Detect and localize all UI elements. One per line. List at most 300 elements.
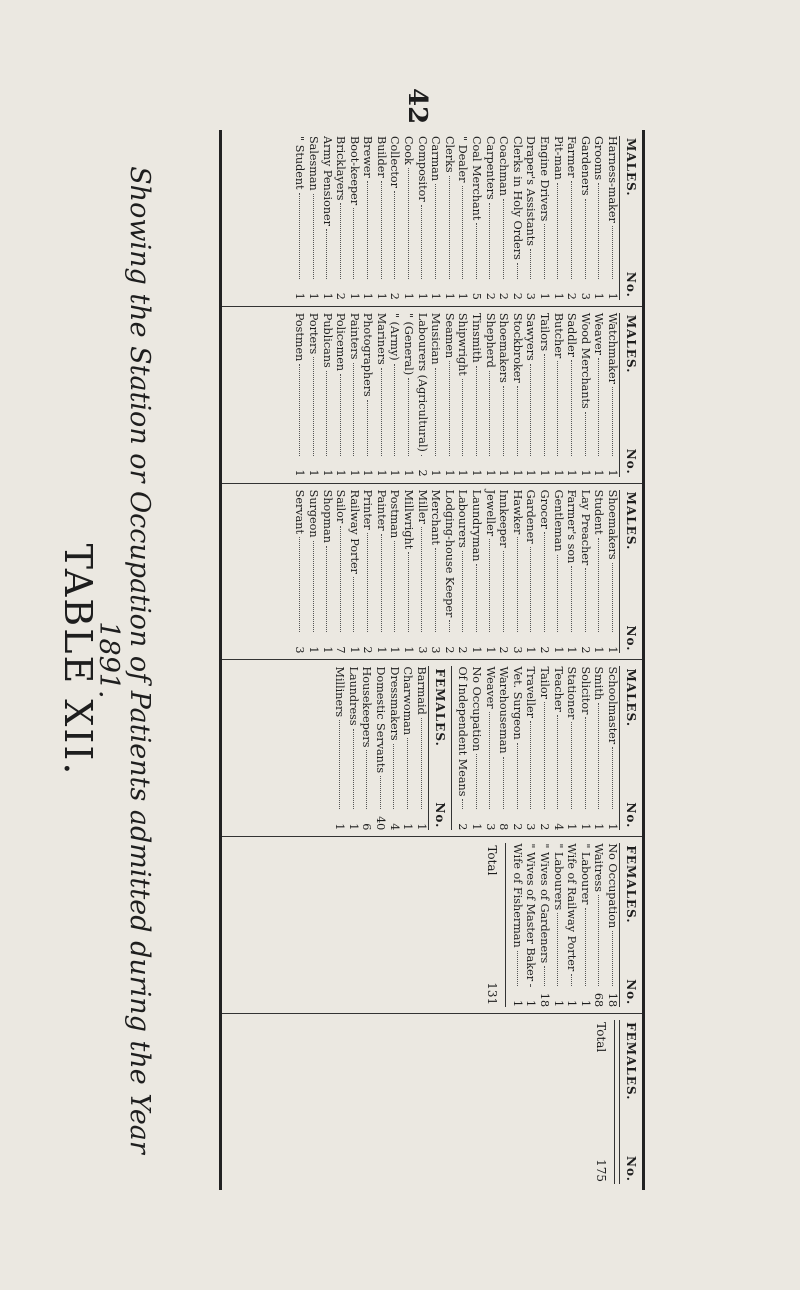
- occupation-name: Solicitor: [578, 666, 592, 715]
- patient-count: 4: [551, 823, 565, 831]
- patient-count: 1: [565, 1000, 579, 1008]
- occupation-name: Shoemakers: [497, 312, 511, 383]
- patient-count: 2: [334, 292, 348, 300]
- table-row: [510, 136, 524, 300]
- patient-count: 2: [565, 292, 579, 300]
- table-row: [592, 843, 606, 1007]
- leader-dots: [476, 564, 477, 632]
- patient-count: 3: [524, 823, 538, 831]
- occupation-name: Labourers: [456, 489, 470, 548]
- leader-dots: [612, 226, 613, 279]
- table-row: [320, 313, 334, 477]
- leader-dots: [544, 224, 545, 278]
- occupation-name: Postmen: [293, 312, 307, 362]
- occupation-name: Seamen: [442, 312, 456, 359]
- leader-dots: [340, 526, 341, 632]
- table-row: [605, 666, 619, 830]
- patient-count: 3: [578, 292, 592, 300]
- table-row: [565, 843, 579, 1007]
- patient-count: 1: [524, 1000, 538, 1008]
- patient-count: 1: [592, 469, 606, 477]
- leader-dots: [598, 183, 599, 279]
- leader-dots: [503, 199, 504, 279]
- table-row: [497, 666, 511, 830]
- leader-dots: [557, 361, 558, 455]
- table-row: [605, 490, 619, 654]
- leader-dots: [612, 563, 613, 633]
- patient-count: 1: [456, 469, 470, 477]
- leader-dots: [489, 371, 490, 456]
- occupation-name: Surgeon: [306, 489, 320, 538]
- table-row: [592, 490, 606, 654]
- table-row: [415, 136, 429, 300]
- occupation-name: Charwoman: [401, 666, 415, 736]
- occupation-name: Shepherd: [483, 312, 497, 368]
- leader-dots: [557, 183, 558, 279]
- column-header: [619, 313, 642, 477]
- table-column: [222, 306, 642, 483]
- patient-count: 1: [401, 823, 415, 831]
- occupation-name: Sawyers: [524, 312, 538, 361]
- leader-dots: [476, 366, 477, 456]
- leader-dots: [517, 743, 518, 810]
- column-header: [619, 666, 642, 830]
- table-column: [222, 836, 642, 1013]
- table-row: [320, 136, 334, 300]
- patient-count: 1: [320, 646, 334, 654]
- occupation-name: Cook: [402, 136, 416, 165]
- table-column: [222, 659, 642, 836]
- table-row: [537, 313, 551, 477]
- column-header: [619, 136, 642, 300]
- occupation-name: Servant: [293, 489, 307, 534]
- table-row: [401, 666, 415, 830]
- occupation-name: " Labourer: [578, 843, 592, 905]
- patient-count: 1: [538, 469, 552, 477]
- patient-count: 1: [606, 469, 619, 477]
- occupation-name: Shipwright: [456, 312, 470, 376]
- patient-count: 6: [360, 823, 374, 831]
- patient-count: 1: [334, 469, 348, 477]
- leader-dots: [381, 181, 382, 279]
- patient-count: 1: [606, 292, 619, 300]
- occupation-name: Dressmakers: [387, 666, 401, 741]
- table-row: [306, 313, 320, 477]
- leader-dots: [517, 263, 518, 279]
- occupation-name: Lodging-house Keeper: [442, 489, 456, 618]
- leader-dots: [313, 541, 314, 633]
- leader-dots: [367, 400, 368, 456]
- patient-count: 1: [388, 469, 402, 477]
- patient-count: 2: [361, 646, 375, 654]
- table-row: [388, 313, 402, 477]
- column-header-label: FEMALES.: [624, 845, 638, 924]
- patient-count: 1: [414, 823, 428, 831]
- patient-count: 1: [578, 1000, 592, 1008]
- table-row: [483, 136, 497, 300]
- table-row: [442, 136, 456, 300]
- leader-dots: [353, 363, 354, 456]
- patient-count: 1: [565, 469, 579, 477]
- patient-count: 1: [346, 823, 360, 831]
- patient-count: 18: [606, 992, 619, 1008]
- leader-dots: [612, 387, 613, 456]
- occupation-name: Printer: [361, 489, 375, 530]
- occupation-name: Innkeeper: [497, 489, 511, 548]
- patient-count: 1: [483, 646, 497, 654]
- leader-dots: [489, 539, 490, 632]
- patient-count: 2: [538, 646, 552, 654]
- patient-count: 1: [606, 823, 619, 831]
- table-row: [469, 136, 483, 300]
- occupation-name: Labourers (Agricultural): [415, 312, 429, 452]
- occupation-name: Gardener: [524, 489, 538, 544]
- table-row: [510, 490, 524, 654]
- occupation-name: Grocer: [538, 489, 552, 529]
- patient-count: 1: [551, 469, 565, 477]
- column-header-label: MALES.: [624, 314, 638, 374]
- occupation-name: Merchant: [429, 489, 443, 545]
- patient-count: 3: [510, 646, 524, 654]
- occupation-name: Warehouseman: [497, 666, 511, 754]
- leader-dots: [530, 984, 531, 986]
- occupation-name: Grooms: [592, 136, 606, 181]
- table-row: [483, 313, 497, 477]
- patient-count: 1: [374, 469, 388, 477]
- occupation-name: Tinsmith: [470, 312, 484, 363]
- total-label: Total: [594, 1022, 608, 1053]
- patient-count: 40: [374, 816, 388, 831]
- section-header-no: No.: [432, 802, 447, 829]
- occupation-name: Porters: [306, 312, 320, 355]
- occupation-name: Laundress: [346, 666, 360, 726]
- table-row: [551, 666, 565, 830]
- leader-dots: [571, 360, 572, 456]
- leader-dots: [503, 757, 504, 810]
- leader-dots: [489, 712, 490, 810]
- patient-count: 1: [320, 292, 334, 300]
- occupation-name: Lay Preacher: [578, 489, 592, 566]
- table-row: [306, 490, 320, 654]
- table-row: [293, 313, 307, 477]
- leader-dots: [326, 229, 327, 279]
- patient-count: 18: [538, 992, 552, 1008]
- table-row: [347, 490, 361, 654]
- occupation-name: " Student: [293, 136, 307, 190]
- occupation-name: Wife of Fisherman: [510, 843, 524, 948]
- occupation-name: Shoemakers: [606, 489, 619, 560]
- column-header-no: No.: [624, 979, 638, 1006]
- total-row: [594, 1020, 615, 1184]
- leader-dots: [462, 379, 463, 456]
- patient-count: 1: [470, 823, 484, 831]
- leader-dots: [571, 974, 572, 986]
- table-row: [402, 490, 416, 654]
- patient-count: 2: [483, 292, 497, 300]
- leader-dots: [313, 194, 314, 279]
- table-row: [605, 136, 619, 300]
- occupation-table: [219, 130, 645, 1190]
- table-row: [592, 313, 606, 477]
- leader-dots: [517, 537, 518, 632]
- table-row: [442, 490, 456, 654]
- leader-dots: [340, 203, 341, 278]
- table-row: [361, 490, 375, 654]
- occupation-name: Student: [592, 489, 606, 535]
- patient-count: 3: [524, 292, 538, 300]
- patient-count: 1: [374, 646, 388, 654]
- occupation-name: Builder: [374, 136, 388, 178]
- column-header-label: FEMALES.: [624, 1022, 638, 1101]
- table-row: [578, 666, 592, 830]
- leader-dots: [462, 551, 463, 633]
- patient-count: 3: [293, 646, 307, 654]
- table-row: [442, 313, 456, 477]
- patient-count: 1: [442, 469, 456, 477]
- table-row: [306, 136, 320, 300]
- patient-count: 1: [402, 469, 416, 477]
- occupation-name: No Occupation: [470, 666, 484, 752]
- occupation-name: Army Pensioner: [320, 136, 334, 226]
- leader-dots: [530, 249, 531, 279]
- table-row: [414, 666, 428, 830]
- occupation-name: Harness-maker: [606, 136, 619, 223]
- patient-count: 1: [456, 292, 470, 300]
- occupation-name: Carman: [429, 136, 443, 182]
- leader-dots: [408, 552, 409, 632]
- table-row: [497, 313, 511, 477]
- occupation-name: Salesman: [306, 136, 320, 191]
- patient-count: 1: [565, 823, 579, 831]
- table-row: [497, 490, 511, 654]
- table-row: [429, 313, 443, 477]
- patient-count: 1: [606, 646, 619, 654]
- table-row: [565, 490, 579, 654]
- leader-dots: [394, 364, 395, 456]
- occupation-name: Tailor: [538, 666, 552, 699]
- table-row: [524, 136, 538, 300]
- occupation-name: Laundryman: [470, 489, 484, 562]
- patient-count: 2: [578, 646, 592, 654]
- occupation-name: Wood Merchants: [578, 312, 592, 409]
- table-row: [456, 313, 470, 477]
- table-column: [222, 483, 642, 660]
- occupation-name: Milliners: [333, 666, 347, 718]
- leader-dots: [421, 455, 422, 456]
- leader-dots: [503, 386, 504, 456]
- patient-count: 1: [333, 823, 347, 831]
- leader-dots: [585, 199, 586, 279]
- occupation-name: Smith: [592, 666, 606, 701]
- table-row: [578, 843, 592, 1007]
- leader-dots: [407, 738, 408, 809]
- occupation-name: " (Army): [388, 312, 402, 361]
- table-row: [565, 313, 579, 477]
- patient-count: 1: [442, 292, 456, 300]
- patient-count: 1: [402, 292, 416, 300]
- occupation-name: " Wives of Master Baker: [524, 843, 538, 982]
- patient-count: 1: [497, 469, 511, 477]
- leader-dots: [435, 548, 436, 633]
- occupation-name: Railway Porter: [347, 489, 361, 574]
- patient-count: 8: [497, 823, 511, 831]
- table-row: [524, 843, 538, 1007]
- patient-count: 1: [551, 646, 565, 654]
- occupation-name: Farmer's son: [565, 489, 579, 564]
- patient-count: 2: [510, 292, 524, 300]
- occupation-name: Pit-man: [551, 136, 565, 180]
- patient-count: 2: [538, 823, 552, 831]
- patient-count: 1: [470, 469, 484, 477]
- occupation-name: Barmaid: [414, 666, 428, 715]
- leader-dots: [544, 354, 545, 456]
- table-row: [429, 490, 443, 654]
- patient-count: 1: [347, 646, 361, 654]
- occupation-name: Stationer: [565, 666, 579, 720]
- leader-dots: [366, 750, 367, 809]
- leader-dots: [435, 368, 436, 456]
- occupation-name: Wife of Railway Porter: [565, 843, 579, 972]
- leader-dots: [380, 776, 381, 809]
- leader-dots: [353, 577, 354, 633]
- patient-count: 2: [456, 823, 470, 831]
- total-row: [485, 843, 506, 1007]
- leader-dots: [462, 186, 463, 279]
- table-row: [537, 490, 551, 654]
- occupation-name: Saddler: [565, 312, 579, 358]
- occupation-name: Boot-keeper: [347, 136, 361, 206]
- occupation-name: Waitress: [592, 843, 606, 893]
- patient-count: 68: [592, 992, 606, 1008]
- patient-count: 2: [442, 646, 456, 654]
- occupation-name: Traveller: [524, 666, 538, 719]
- leader-dots: [530, 547, 531, 633]
- table-row: [346, 666, 360, 830]
- patient-count: 3: [483, 823, 497, 831]
- patient-count: 1: [565, 646, 579, 654]
- occupation-name: Farmer: [565, 136, 579, 178]
- occupation-name: Bricklayers: [334, 136, 348, 201]
- occupation-name: Coal Merchant: [470, 136, 484, 221]
- leader-dots: [299, 537, 300, 633]
- leader-dots: [449, 176, 450, 279]
- table-row: [469, 313, 483, 477]
- patient-count: 4: [387, 823, 401, 831]
- occupation-name: Gardeners: [578, 136, 592, 196]
- column-header-label: MALES.: [624, 668, 638, 728]
- table-row: [347, 136, 361, 300]
- occupation-name: Tailors: [538, 312, 552, 352]
- column-header: [619, 490, 642, 654]
- total-value: 175: [594, 1159, 608, 1182]
- table-column: [222, 130, 642, 306]
- table-row: [483, 490, 497, 654]
- patient-count: 1: [551, 292, 565, 300]
- occupation-name: Stockbroker: [510, 312, 524, 383]
- leader-dots: [544, 966, 545, 986]
- occupation-name: Publicans: [320, 312, 334, 368]
- leader-dots: [393, 744, 394, 810]
- patient-count: 1: [429, 469, 443, 477]
- table-row: [374, 490, 388, 654]
- table-row: [334, 313, 348, 477]
- patient-count: 5: [470, 292, 484, 300]
- table-row: [415, 313, 429, 477]
- leader-dots: [421, 205, 422, 279]
- table-row: [320, 490, 334, 654]
- occupation-name: Jeweller: [483, 489, 497, 537]
- table-row: [361, 136, 375, 300]
- patient-count: 1: [388, 646, 402, 654]
- table-row: [592, 136, 606, 300]
- patient-count: 1: [306, 469, 320, 477]
- table-row: [456, 666, 470, 830]
- total-label: Total: [485, 845, 500, 876]
- patient-count: 1: [361, 292, 375, 300]
- table-row: [510, 313, 524, 477]
- occupation-name: Housekeepers: [360, 666, 374, 748]
- leader-dots: [381, 534, 382, 633]
- patient-count: 1: [578, 469, 592, 477]
- table-row: [551, 136, 565, 300]
- leader-dots: [299, 364, 300, 455]
- leader-dots: [598, 703, 599, 809]
- patient-count: 1: [578, 823, 592, 831]
- occupation-name: No Occupation: [606, 843, 619, 929]
- patient-count: 2: [497, 646, 511, 654]
- table-row: [293, 136, 307, 300]
- patient-count: 1: [470, 646, 484, 654]
- leader-dots: [557, 555, 558, 633]
- leader-dots: [585, 908, 586, 987]
- table-row: [374, 136, 388, 300]
- leader-dots: [530, 364, 531, 456]
- leader-dots: [394, 191, 395, 279]
- patient-count: 1: [592, 646, 606, 654]
- occupation-name: Shopman: [320, 489, 334, 543]
- occupation-name: " Labourers: [551, 843, 565, 911]
- leader-dots: [408, 378, 409, 455]
- leader-dots: [571, 566, 572, 632]
- table-row: [456, 136, 470, 300]
- occupation-name: Photographers: [361, 312, 375, 397]
- occupation-name: Weaver: [483, 666, 497, 709]
- table-row: [578, 490, 592, 654]
- table-row: [374, 666, 388, 830]
- column-header-no: No.: [624, 1156, 638, 1182]
- patient-count: 1: [592, 292, 606, 300]
- leader-dots: [585, 568, 586, 632]
- section-header: [428, 666, 452, 830]
- leader-dots: [517, 951, 518, 986]
- table-row: [388, 490, 402, 654]
- leader-dots: [598, 538, 599, 633]
- table-row: [551, 313, 565, 477]
- total-value: 131: [485, 982, 500, 1006]
- table-row: [524, 313, 538, 477]
- patient-count: 1: [524, 469, 538, 477]
- leader-dots: [557, 913, 558, 986]
- leader-dots: [394, 541, 395, 632]
- table-row: [469, 490, 483, 654]
- occupation-name: Painters: [347, 312, 361, 360]
- patient-count: 1: [429, 292, 443, 300]
- leader-dots: [340, 374, 341, 456]
- page-number: 42: [402, 88, 432, 125]
- leader-dots: [449, 361, 450, 455]
- occupation-name: Draper's Assistants: [524, 136, 538, 246]
- occupation-name: " (General): [402, 312, 416, 376]
